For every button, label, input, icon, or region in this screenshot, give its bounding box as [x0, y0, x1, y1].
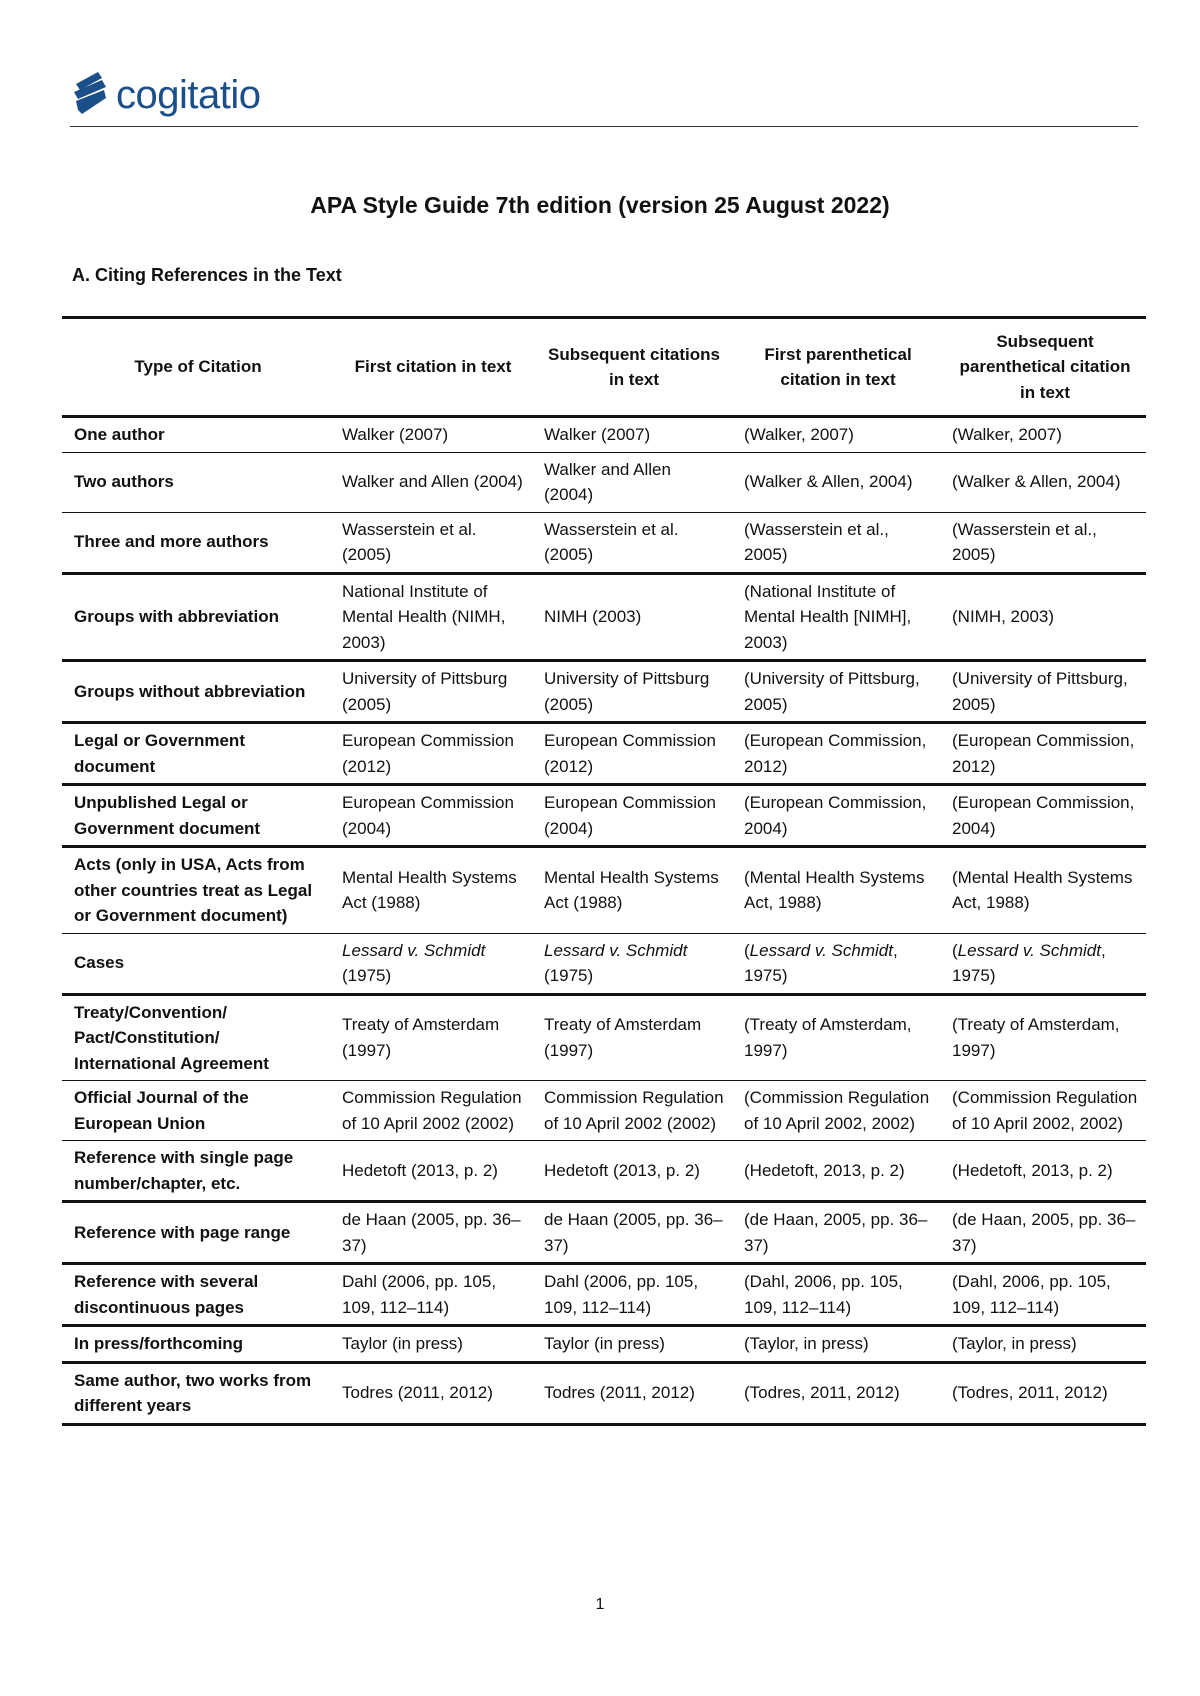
- citation-table: [62, 316, 1146, 1426]
- citation-example-cell: European Commission (2012): [330, 723, 532, 785]
- citation-example-cell: Todres (2011, 2012): [532, 1362, 732, 1424]
- citation-example-cell: European Commission (2012): [532, 723, 732, 785]
- citation-type-cell: Groups without abbreviation: [62, 661, 330, 723]
- citation-example-cell: Todres (2011, 2012): [330, 1362, 532, 1424]
- citation-example-cell: NIMH (2003): [532, 573, 732, 661]
- citation-example-cell: (Walker, 2007): [732, 417, 940, 453]
- citation-example-cell: (National Institute of Mental Health [NIMH], 2003): [732, 573, 940, 661]
- citation-example-cell: (Dahl, 2006, pp. 105, 109, 112–114): [732, 1264, 940, 1326]
- table-row: [62, 1141, 1146, 1202]
- citation-example-cell: (Treaty of Amsterdam, 1997): [732, 994, 940, 1081]
- citation-example-cell: Hedetoft (2013, p. 2): [330, 1141, 532, 1202]
- citation-example-cell: (Taylor, in press): [732, 1326, 940, 1363]
- citation-example-cell: Hedetoft (2013, p. 2): [532, 1141, 732, 1202]
- citation-example-cell: (Wasserstein et al., 2005): [940, 512, 1146, 573]
- citation-example-cell: (Commission Regulation of 10 April 2002, 2002): [940, 1081, 1146, 1141]
- citation-example-cell: (Hedetoft, 2013, p. 2): [732, 1141, 940, 1202]
- citation-example-cell: (Mental Health Systems Act, 1988): [732, 847, 940, 934]
- table-row: [62, 1202, 1146, 1264]
- table-row: [62, 417, 1146, 453]
- citation-example-cell: Wasserstein et al. (2005): [532, 512, 732, 573]
- citation-example-cell: (Hedetoft, 2013, p. 2): [940, 1141, 1146, 1202]
- citation-example-cell: (Wasserstein et al., 2005): [732, 512, 940, 573]
- citation-example-cell: (Commission Regulation of 10 April 2002, 2002): [732, 1081, 940, 1141]
- citation-type-cell: Three and more authors: [62, 512, 330, 573]
- citation-example-cell: European Commission (2004): [330, 785, 532, 847]
- citation-example-cell: (Treaty of Amsterdam, 1997): [940, 994, 1146, 1081]
- table-header-row: [62, 318, 1146, 417]
- citation-type-cell: One author: [62, 417, 330, 453]
- column-header: First parenthetical citation in text: [732, 318, 940, 417]
- table-row: [62, 847, 1146, 934]
- citation-example-cell: (NIMH, 2003): [940, 573, 1146, 661]
- citation-type-cell: Reference with several discontinuous pages: [62, 1264, 330, 1326]
- citation-type-cell: Two authors: [62, 452, 330, 512]
- citation-example-cell: Treaty of Amsterdam (1997): [330, 994, 532, 1081]
- citation-example-cell: (Lessard v. Schmidt, 1975): [732, 933, 940, 994]
- table-row: [62, 1081, 1146, 1141]
- citation-example-cell: Walker (2007): [330, 417, 532, 453]
- citation-example-cell: Walker (2007): [532, 417, 732, 453]
- citation-type-cell: Same author, two works from different years: [62, 1362, 330, 1424]
- document-title: APA Style Guide 7th edition (version 25 August 2022): [310, 192, 890, 218]
- citation-type-cell: Legal or Government document: [62, 723, 330, 785]
- citation-example-cell: (de Haan, 2005, pp. 36–37): [732, 1202, 940, 1264]
- table-row: [62, 994, 1146, 1081]
- header-rule: [70, 126, 1138, 127]
- citation-example-cell: (de Haan, 2005, pp. 36–37): [940, 1202, 1146, 1264]
- citation-example-cell: Lessard v. Schmidt (1975): [532, 933, 732, 994]
- table-row: [62, 1264, 1146, 1326]
- citation-type-cell: Treaty/Convention/ Pact/Constitution/ International Agreement: [62, 994, 330, 1081]
- citation-example-cell: (Walker & Allen, 2004): [940, 452, 1146, 512]
- citation-example-cell: Taylor (in press): [330, 1326, 532, 1363]
- citation-example-cell: Dahl (2006, pp. 105, 109, 112–114): [330, 1264, 532, 1326]
- page-number: 1: [595, 1596, 605, 1613]
- citation-example-cell: (Taylor, in press): [940, 1326, 1146, 1363]
- cogitatio-logo-icon: [72, 70, 112, 120]
- citation-example-cell: (European Commission, 2004): [940, 785, 1146, 847]
- citation-type-cell: Groups with abbreviation: [62, 573, 330, 661]
- citation-type-cell: Acts (only in USA, Acts from other countries treat as Legal or Government document): [62, 847, 330, 934]
- citation-example-cell: (University of Pittsburg, 2005): [732, 661, 940, 723]
- citation-example-cell: (Mental Health Systems Act, 1988): [940, 847, 1146, 934]
- citation-type-cell: Reference with page range: [62, 1202, 330, 1264]
- column-header: Subsequent citations in text: [532, 318, 732, 417]
- citation-type-cell: Unpublished Legal or Government document: [62, 785, 330, 847]
- citation-example-cell: Commission Regulation of 10 April 2002 (2002): [532, 1081, 732, 1141]
- citation-example-cell: Mental Health Systems Act (1988): [330, 847, 532, 934]
- citation-example-cell: de Haan (2005, pp. 36–37): [532, 1202, 732, 1264]
- citation-example-cell: Wasserstein et al. (2005): [330, 512, 532, 573]
- citation-type-cell: Reference with single page number/chapter, etc.: [62, 1141, 330, 1202]
- logo-text: cogitatio: [116, 73, 261, 117]
- citation-example-cell: Treaty of Amsterdam (1997): [532, 994, 732, 1081]
- citation-example-cell: University of Pittsburg (2005): [330, 661, 532, 723]
- citation-type-cell: Cases: [62, 933, 330, 994]
- table-row: [62, 723, 1146, 785]
- citation-type-cell: Official Journal of the European Union: [62, 1081, 330, 1141]
- citation-example-cell: Lessard v. Schmidt (1975): [330, 933, 532, 994]
- table-row: [62, 452, 1146, 512]
- table-row: [62, 573, 1146, 661]
- citation-example-cell: (Dahl, 2006, pp. 105, 109, 112–114): [940, 1264, 1146, 1326]
- citation-example-cell: European Commission (2004): [532, 785, 732, 847]
- citation-example-cell: University of Pittsburg (2005): [532, 661, 732, 723]
- citation-example-cell: National Institute of Mental Health (NIMH, 2003): [330, 573, 532, 661]
- column-header: Type of Citation: [62, 318, 330, 417]
- citation-example-cell: Taylor (in press): [532, 1326, 732, 1363]
- citation-example-cell: (Walker, 2007): [940, 417, 1146, 453]
- citation-example-cell: (Todres, 2011, 2012): [940, 1362, 1146, 1424]
- column-header: First citation in text: [330, 318, 532, 417]
- citation-example-cell: (Walker & Allen, 2004): [732, 452, 940, 512]
- section-heading: A. Citing References in the Text: [72, 265, 342, 285]
- citation-example-cell: Dahl (2006, pp. 105, 109, 112–114): [532, 1264, 732, 1326]
- citation-example-cell: Walker and Allen (2004): [330, 452, 532, 512]
- table-row: [62, 785, 1146, 847]
- citation-example-cell: (European Commission, 2012): [940, 723, 1146, 785]
- logo: [72, 70, 260, 120]
- table-row: [62, 1362, 1146, 1424]
- citation-example-cell: Commission Regulation of 10 April 2002 (2002): [330, 1081, 532, 1141]
- citation-example-cell: de Haan (2005, pp. 36–37): [330, 1202, 532, 1264]
- citation-example-cell: Walker and Allen (2004): [532, 452, 732, 512]
- citation-example-cell: (Todres, 2011, 2012): [732, 1362, 940, 1424]
- table-row: [62, 933, 1146, 994]
- column-header: Subsequent parenthetical citation in text: [940, 318, 1146, 417]
- table-row: [62, 512, 1146, 573]
- table-row: [62, 1326, 1146, 1363]
- citation-example-cell: Mental Health Systems Act (1988): [532, 847, 732, 934]
- citation-type-cell: In press/forthcoming: [62, 1326, 330, 1363]
- citation-example-cell: (University of Pittsburg, 2005): [940, 661, 1146, 723]
- citation-example-cell: (Lessard v. Schmidt, 1975): [940, 933, 1146, 994]
- table-row: [62, 661, 1146, 723]
- citation-example-cell: (European Commission, 2004): [732, 785, 940, 847]
- citation-example-cell: (European Commission, 2012): [732, 723, 940, 785]
